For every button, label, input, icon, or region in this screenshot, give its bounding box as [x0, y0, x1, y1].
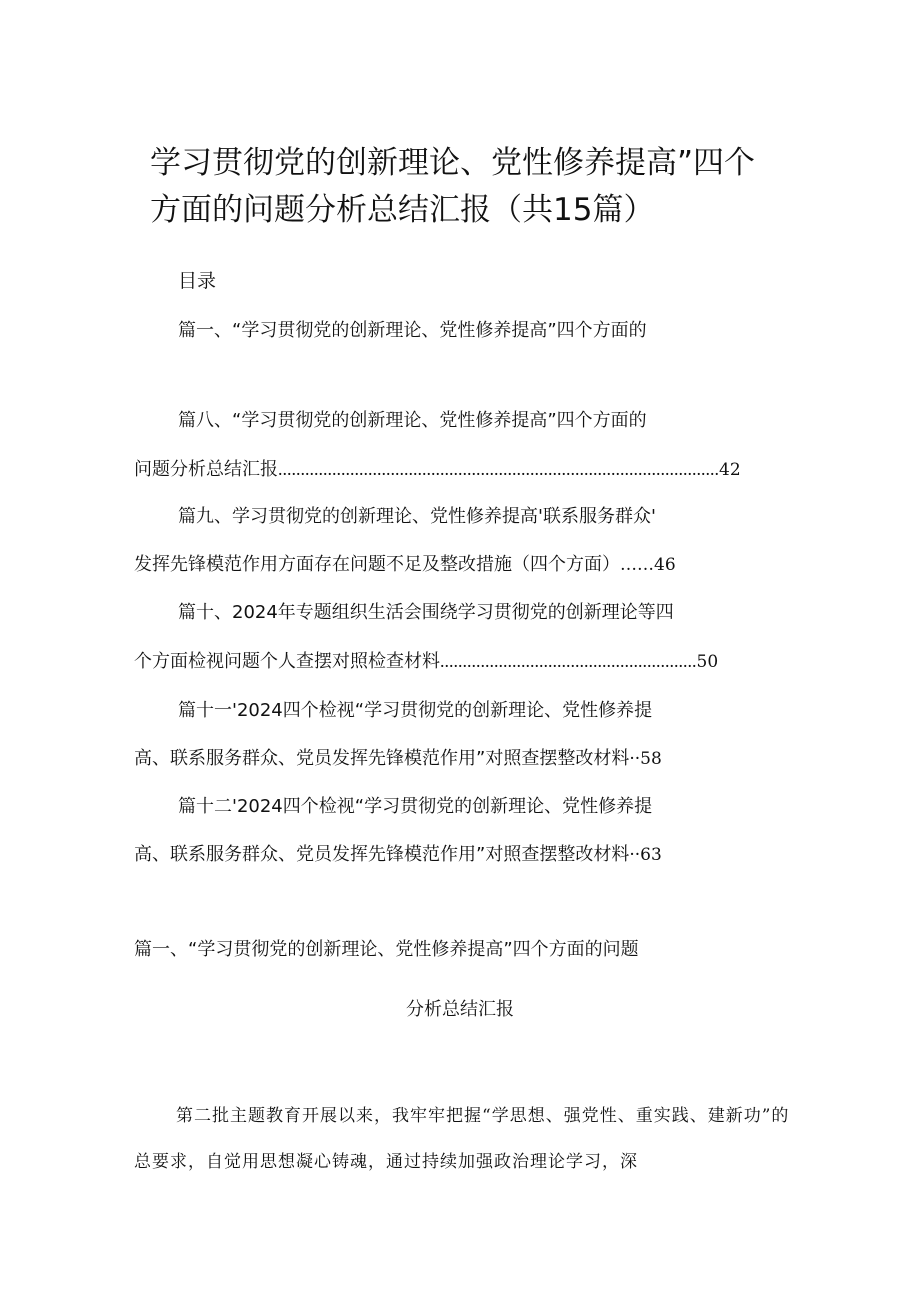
- toc-page-number: 63: [640, 845, 662, 865]
- toc-entry-9-line-2[interactable]: [134, 551, 676, 579]
- toc-leader-dots: ··: [629, 749, 641, 769]
- toc-entry-text: 个方面检视问题个人查摆对照检查材料: [134, 651, 440, 672]
- section-subtitle: 分析总结汇报: [406, 999, 514, 1020]
- document-title-line-2: 方面的问题分析总结汇报（共15篇）: [150, 192, 655, 228]
- toc-entry-10-line-2[interactable]: [134, 647, 718, 676]
- toc-entry-10-line-1[interactable]: 篇十、2024年专题组织生活会围绕学习贯彻党的创新理论等四: [178, 602, 674, 623]
- toc-entry-text: 高、联系服务群众、党员发挥先锋模范作用”对照查摆整改材料: [134, 748, 630, 769]
- toc-leader-dots: ……: [620, 555, 654, 575]
- toc-entry-8-line-2[interactable]: [134, 455, 741, 484]
- document-title-line-1: 学习贯彻党的创新理论、党性修养提高”四个: [150, 145, 756, 181]
- body-paragraph: 第二批主题教育开展以来，我牢牢把握“学思想、强党性、重实践、建新功”的总要求，自觉用思想凝心铸魂，通过持续加强政治理论学习，深: [134, 1106, 790, 1172]
- toc-entry-1-line-1[interactable]: 篇一、“学习贯彻党的创新理论、党性修养提高”四个方面的: [178, 320, 647, 341]
- toc-leader-dots: .........................................................: [440, 651, 697, 671]
- toc-entry-9-line-1[interactable]: 篇九、学习贯彻党的创新理论、党性修养提高'联系服务群众': [178, 506, 656, 527]
- toc-page-number: 46: [654, 555, 676, 575]
- toc-entry-text: 高、联系服务群众、党员发挥先锋模范作用”对照查摆整改材料: [134, 844, 630, 865]
- toc-entry-12-line-2[interactable]: [134, 841, 662, 869]
- toc-leader-dots: ..................................................................................................: [278, 459, 719, 479]
- toc-entry-11-line-2[interactable]: [134, 745, 662, 773]
- toc-entry-8-line-1[interactable]: 篇八、“学习贯彻党的创新理论、党性修养提高”四个方面的: [178, 410, 647, 431]
- toc-entry-text: 问题分析总结汇报: [134, 459, 278, 480]
- document-title: [150, 140, 810, 234]
- toc-entry-11-line-1[interactable]: 篇十一'2024四个检视“学习贯彻党的创新理论、党性修养提: [178, 700, 653, 721]
- toc-leader-dots: ··: [629, 845, 641, 865]
- toc-page-number: 58: [640, 749, 662, 769]
- toc-page-number: 50: [696, 652, 719, 672]
- section-title: 篇一、“学习贯彻党的创新理论、党性修养提高”四个方面的问题: [134, 939, 639, 960]
- toc-entry-12-line-1[interactable]: 篇十二'2024四个检视“学习贯彻党的创新理论、党性修养提: [178, 796, 653, 817]
- toc-page-number: 42: [719, 460, 741, 480]
- toc-heading: 目录: [178, 270, 217, 292]
- toc-entry-text: 发挥先锋模范作用方面存在问题不足及整改措施（四个方面）: [134, 554, 620, 575]
